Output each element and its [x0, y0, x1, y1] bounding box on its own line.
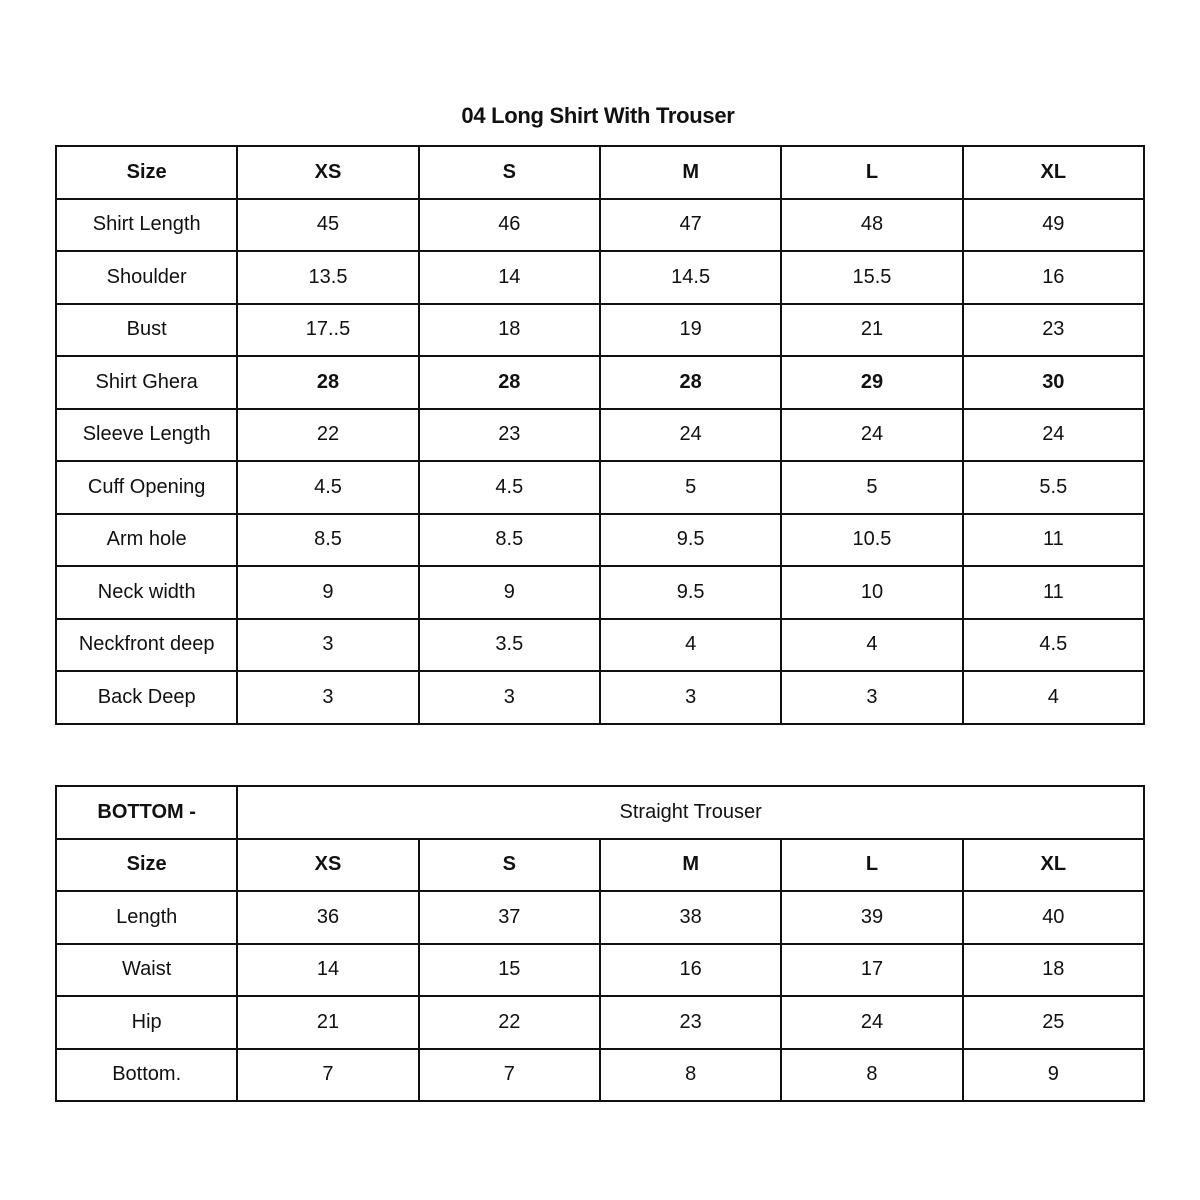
measurement-cell-l: 17 [781, 944, 962, 997]
table-row-arm-hole [56, 514, 1144, 567]
measurement-cell-xl: 5.5 [963, 461, 1144, 514]
size-header-label: Size [56, 839, 237, 892]
measurement-cell-xs: 4.5 [237, 461, 418, 514]
measurement-cell-s: 4.5 [419, 461, 600, 514]
page-title: 04 Long Shirt With Trouser [461, 103, 735, 128]
measurement-cell-xl: 18 [963, 944, 1144, 997]
measurement-cell-s: 46 [419, 199, 600, 252]
measurement-cell-s: 14 [419, 251, 600, 304]
size-header-xl: XL [963, 146, 1144, 199]
table-row-shirt-length [56, 199, 1144, 252]
measurement-cell-xl: 30 [963, 356, 1144, 409]
measurement-cell-m: 14.5 [600, 251, 781, 304]
measurement-cell-l: 15.5 [781, 251, 962, 304]
table-row-waist [56, 944, 1144, 997]
measurement-cell-m: 9.5 [600, 514, 781, 567]
measurement-cell-s: 9 [419, 566, 600, 619]
size-header-xs: XS [237, 839, 418, 892]
measurement-cell-l: 24 [781, 409, 962, 462]
measurement-cell-m: 28 [600, 356, 781, 409]
measurement-cell-l: 21 [781, 304, 962, 357]
measurement-cell-l: 29 [781, 356, 962, 409]
measurement-cell-l: 4 [781, 619, 962, 672]
measurement-cell-xs: 21 [237, 996, 418, 1049]
table-row-neck-width [56, 566, 1144, 619]
trouser-size-table [55, 785, 1145, 1102]
size-header-m: M [600, 146, 781, 199]
measurement-cell-l: 3 [781, 671, 962, 724]
measurement-cell-m: 23 [600, 996, 781, 1049]
measurement-cell-xl: 23 [963, 304, 1144, 357]
measurement-cell-s: 3.5 [419, 619, 600, 672]
measurement-cell-m: 4 [600, 619, 781, 672]
table-row-cuff-opening [56, 461, 1144, 514]
row-label: Sleeve Length [56, 409, 237, 462]
size-header-row [56, 146, 1144, 199]
size-header-s: S [419, 146, 600, 199]
row-label: Bust [56, 304, 237, 357]
measurement-cell-m: 5 [600, 461, 781, 514]
measurement-cell-xl: 40 [963, 891, 1144, 944]
table-row-bust [56, 304, 1144, 357]
size-header-l: L [781, 839, 962, 892]
section-type: Straight Trouser [237, 786, 1144, 839]
measurement-cell-s: 22 [419, 996, 600, 1049]
row-label: Shirt Ghera [56, 356, 237, 409]
measurement-cell-s: 3 [419, 671, 600, 724]
measurement-cell-xs: 9 [237, 566, 418, 619]
measurement-cell-l: 48 [781, 199, 962, 252]
row-label: Back Deep [56, 671, 237, 724]
measurement-cell-xs: 3 [237, 619, 418, 672]
row-label: Arm hole [56, 514, 237, 567]
measurement-cell-xl: 4.5 [963, 619, 1144, 672]
measurement-cell-xs: 45 [237, 199, 418, 252]
measurement-cell-m: 19 [600, 304, 781, 357]
size-header-s: S [419, 839, 600, 892]
row-label: Neck width [56, 566, 237, 619]
measurement-cell-xs: 17..5 [237, 304, 418, 357]
table-row-shoulder [56, 251, 1144, 304]
row-label: Shoulder [56, 251, 237, 304]
measurement-cell-xs: 14 [237, 944, 418, 997]
size-header-row [56, 839, 1144, 892]
measurement-cell-xs: 8.5 [237, 514, 418, 567]
table-row-sleeve-length [56, 409, 1144, 462]
row-label: Neckfront deep [56, 619, 237, 672]
row-label: Hip [56, 996, 237, 1049]
measurement-cell-l: 24 [781, 996, 962, 1049]
table-row-back-deep [56, 671, 1144, 724]
size-header-xl: XL [963, 839, 1144, 892]
measurement-cell-s: 7 [419, 1049, 600, 1102]
measurement-cell-l: 5 [781, 461, 962, 514]
measurement-cell-m: 47 [600, 199, 781, 252]
measurement-cell-m: 24 [600, 409, 781, 462]
section-label: BOTTOM - [56, 786, 237, 839]
measurement-cell-l: 10 [781, 566, 962, 619]
measurement-cell-s: 37 [419, 891, 600, 944]
measurement-cell-s: 23 [419, 409, 600, 462]
measurement-cell-s: 28 [419, 356, 600, 409]
row-label: Bottom. [56, 1049, 237, 1102]
size-header-label: Size [56, 146, 237, 199]
table-row-bottom [56, 1049, 1144, 1102]
measurement-cell-xl: 9 [963, 1049, 1144, 1102]
measurement-cell-m: 3 [600, 671, 781, 724]
table-row-hip [56, 996, 1144, 1049]
measurement-cell-xl: 11 [963, 566, 1144, 619]
row-label: Length [56, 891, 237, 944]
measurement-cell-l: 39 [781, 891, 962, 944]
measurement-cell-xs: 7 [237, 1049, 418, 1102]
table-row-length [56, 891, 1144, 944]
size-header-xs: XS [237, 146, 418, 199]
measurement-cell-xs: 36 [237, 891, 418, 944]
measurement-cell-xl: 16 [963, 251, 1144, 304]
measurement-cell-xs: 3 [237, 671, 418, 724]
measurement-cell-m: 38 [600, 891, 781, 944]
measurement-cell-l: 10.5 [781, 514, 962, 567]
table-row-shirt-ghera [56, 356, 1144, 409]
measurement-cell-xl: 25 [963, 996, 1144, 1049]
size-header-l: L [781, 146, 962, 199]
size-header-m: M [600, 839, 781, 892]
measurement-cell-l: 8 [781, 1049, 962, 1102]
measurement-cell-xl: 11 [963, 514, 1144, 567]
measurement-cell-xs: 13.5 [237, 251, 418, 304]
measurement-cell-s: 18 [419, 304, 600, 357]
row-label: Shirt Length [56, 199, 237, 252]
measurement-cell-s: 8.5 [419, 514, 600, 567]
measurement-cell-xl: 24 [963, 409, 1144, 462]
measurement-cell-xs: 28 [237, 356, 418, 409]
measurement-cell-s: 15 [419, 944, 600, 997]
measurement-cell-xs: 22 [237, 409, 418, 462]
measurement-cell-xl: 49 [963, 199, 1144, 252]
shirt-size-table [55, 145, 1145, 725]
row-label: Cuff Opening [56, 461, 237, 514]
measurement-cell-m: 16 [600, 944, 781, 997]
table-row-neckfront-deep [56, 619, 1144, 672]
measurement-cell-m: 8 [600, 1049, 781, 1102]
measurement-cell-m: 9.5 [600, 566, 781, 619]
row-label: Waist [56, 944, 237, 997]
section-row [56, 786, 1144, 839]
measurement-cell-xl: 4 [963, 671, 1144, 724]
